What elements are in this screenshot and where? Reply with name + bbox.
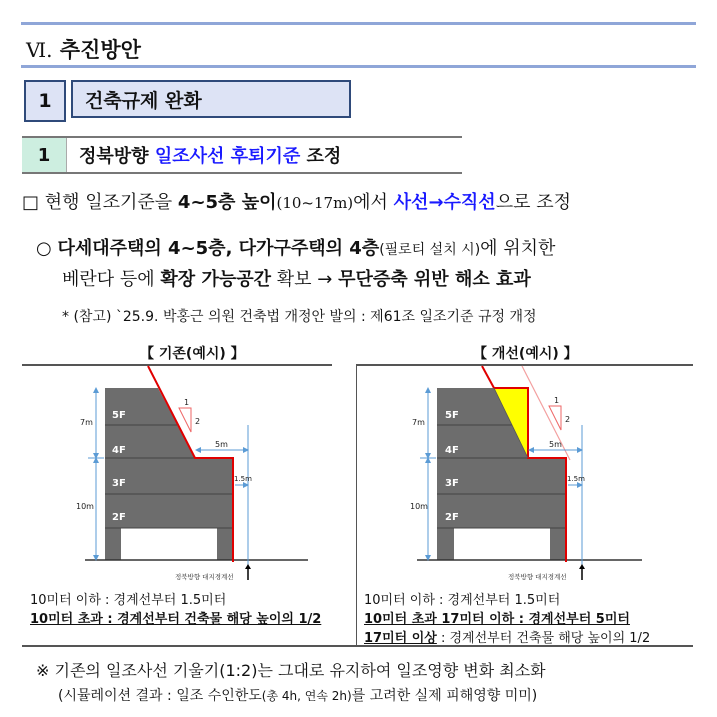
svg-text:2: 2 bbox=[195, 417, 201, 426]
boundary-arrow-icon bbox=[245, 564, 251, 569]
old-setback-line bbox=[522, 366, 570, 460]
svg-text:2F: 2F bbox=[445, 512, 459, 523]
heading2-pre: 정북방향 bbox=[79, 146, 149, 167]
svg-text:5m: 5m bbox=[549, 440, 562, 449]
before-rule-1: 10미터 이하 : 경계선부터 1.5미터 bbox=[30, 593, 227, 608]
svg-text:4F: 4F bbox=[445, 445, 459, 456]
section-title: Ⅵ. 추진방안 bbox=[26, 38, 141, 62]
svg-text:10m: 10m bbox=[76, 502, 94, 511]
svg-text:2F: 2F bbox=[112, 512, 126, 523]
svg-text:7m: 7m bbox=[80, 418, 93, 427]
caption-after: 【 개선(예시) 】 bbox=[473, 346, 578, 362]
svg-text:5F: 5F bbox=[445, 410, 459, 421]
footer-note: ※ 기존의 일조사선 기울기(1:2)는 그대로 유지하여 일조영향 변화 최소화 bbox=[36, 661, 546, 680]
svg-text:정북방향 대지경계선: 정북방향 대지경계선 bbox=[175, 573, 234, 581]
after-rule-3: 17미터 이상 : 경계선부터 건축물 해당 높이의 1/2 bbox=[364, 631, 651, 646]
svg-text:정북방향 대지경계선: 정북방향 대지경계선 bbox=[508, 573, 567, 581]
caption-before: 【 기존(예시) 】 bbox=[140, 346, 245, 362]
diagram-before bbox=[76, 366, 308, 581]
diagram-after bbox=[410, 366, 642, 581]
after-rule-1: 10미터 이하 : 경계선부터 1.5미터 bbox=[364, 593, 561, 608]
svg-text:1.5m: 1.5m bbox=[234, 475, 252, 483]
bullet-1: □ 현행 일조기준을 4~5층 높이(10~17m)에서 사선→수직선으로 조정 bbox=[22, 192, 571, 213]
svg-text:2: 2 bbox=[565, 415, 571, 424]
heading1-number: 1 bbox=[24, 80, 66, 122]
heading2-number: 1 bbox=[22, 138, 67, 172]
footer-subnote: (시뮬레이션 결과 : 일조 수인한도(총 4h, 연속 2h)를 고려한 실제 피해영향 미미) bbox=[58, 688, 538, 704]
svg-text:1.5m: 1.5m bbox=[567, 475, 585, 483]
svg-text:5m: 5m bbox=[215, 440, 228, 449]
svg-text:4F: 4F bbox=[112, 445, 126, 456]
svg-text:7m: 7m bbox=[412, 418, 425, 427]
before-rule-2: 10미터 초과 : 경계선부터 건축물 해당 높이의 1/2 bbox=[30, 612, 322, 627]
heading2-post: 조정 bbox=[306, 146, 342, 167]
svg-text:10m: 10m bbox=[410, 502, 428, 511]
svg-text:5F: 5F bbox=[112, 410, 126, 421]
boundary-arrow-icon bbox=[579, 564, 585, 569]
svg-text:1: 1 bbox=[184, 398, 190, 407]
svg-text:3F: 3F bbox=[445, 478, 459, 489]
heading2-highlight: 일조사선 후퇴기준 bbox=[154, 146, 301, 167]
bullet-2-cont: 베란다 등에 확장 가능공간 확보 → 무단증축 위반 해소 효과 bbox=[62, 269, 531, 290]
bullet-2: ○ 다세대주택의 4~5층, 다가구주택의 4층(필로티 설치 시)에 위치한 bbox=[36, 238, 556, 259]
after-rule-2: 10미터 초과 17미터 이하 : 경계선부터 5미터 bbox=[364, 612, 630, 627]
reference-note: * (참고) `25.9. 박홍근 의원 건축법 개정안 발의 : 제61조 일조기준 규정 개정 bbox=[62, 309, 537, 325]
svg-text:3F: 3F bbox=[112, 478, 126, 489]
heading1-title: 건축규제 완화 bbox=[71, 80, 351, 118]
svg-text:1: 1 bbox=[554, 396, 560, 405]
